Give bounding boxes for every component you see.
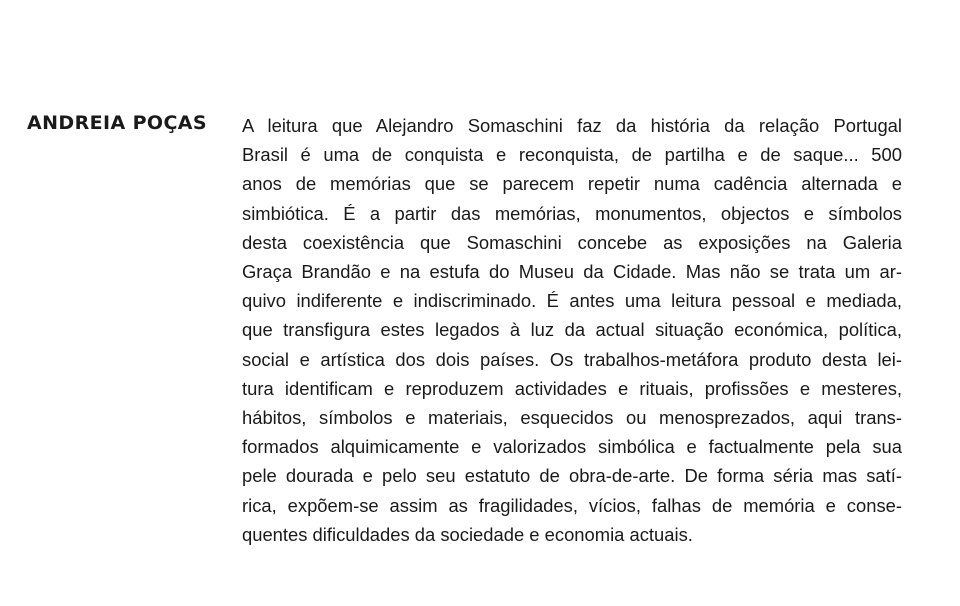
text-line: anos de memórias que se parecem repetir numa cadência alternada e [242, 173, 902, 195]
author-name: ANDREIA POÇAS [27, 112, 207, 134]
text-line: quivo indiferente e indiscriminado. É antes uma leitura pessoal e mediada, [242, 290, 902, 312]
body-text [242, 111, 902, 549]
text-line: pele dourada e pelo seu estatuto de obra-de-arte. De forma séria mas satí- [242, 465, 902, 487]
text-line: simbiótica. É a partir das memórias, monumentos, objectos e símbolos [242, 202, 902, 224]
text-line: tura identificam e reproduzem actividades e rituais, profissões e mesteres, [242, 377, 902, 399]
text-line: Graça Brandão e na estufa do Museu da Cidade. Mas não se trata um ar- [242, 261, 902, 283]
text-line: quentes dificuldades da sociedade e economia actuais. [242, 523, 693, 545]
text-line: A leitura que Alejandro Somaschini faz da história da relação Portugal [242, 115, 902, 136]
text-line: social e artística dos dois países. Os trabalhos-metáfora produto desta lei- [242, 348, 902, 370]
text-line: Brasil é uma de conquista e reconquista, de partilha e de saque... 500 [242, 144, 902, 166]
text-line: que transfigura estes legados à luz da actual situação económica, política, [242, 319, 902, 341]
text-line: formados alquimicamente e valorizados simbólica e factualmente pela sua [242, 436, 902, 458]
text-line: desta coexistência que Somaschini concebe as exposições na Galeria [242, 231, 902, 253]
text-line: rica, expõem-se assim as fragilidades, vícios, falhas de memória e conse- [242, 494, 902, 516]
text-line: hábitos, símbolos e materiais, esquecidos ou menosprezados, aqui trans- [242, 407, 902, 429]
